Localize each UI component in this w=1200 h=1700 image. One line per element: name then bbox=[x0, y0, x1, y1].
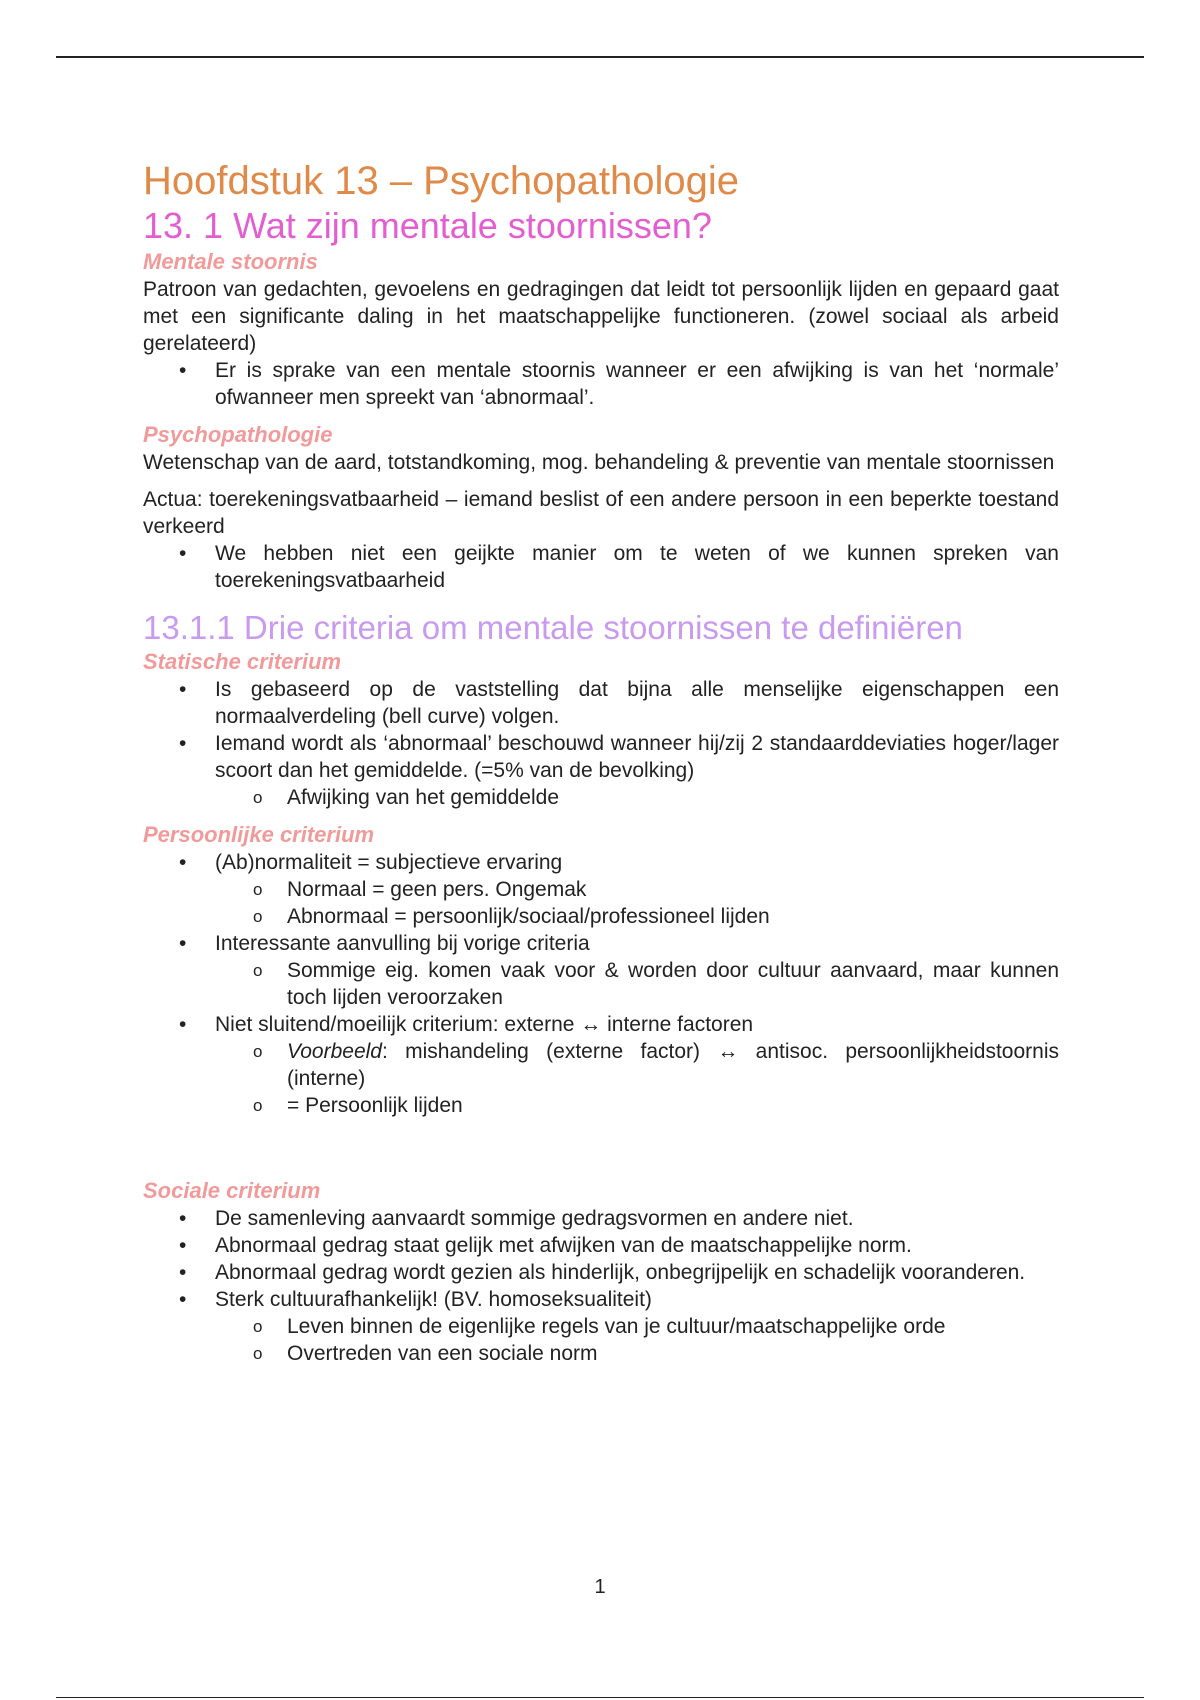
list-item-text: Iemand wordt als ‘abnormaal’ beschouwd wanneer hij/zij 2 standaarddeviaties hoger/lager scoort dan het gemiddelde. (=5% van de bevolking) bbox=[215, 732, 1059, 782]
top-rule bbox=[56, 56, 1144, 58]
list-item bbox=[215, 1011, 1059, 1119]
term-psychopathologie: Psychopathologie bbox=[143, 422, 333, 447]
example-label: Voorbeeld bbox=[287, 1040, 382, 1063]
list-item: • Is gebaseerd op de vaststelling dat bijna alle menselijke eigenschappen een normaalverdeling (bell curve) volgen. bbox=[215, 676, 1059, 730]
sub-list bbox=[215, 784, 1059, 811]
sub-list bbox=[215, 957, 1059, 1011]
term-statische-criterium: Statische criterium bbox=[143, 649, 342, 674]
bullet-list bbox=[143, 1205, 1059, 1367]
list-item: • Abnormaal gedrag staat gelijk met afwijken van de maatschappelijke norm. bbox=[215, 1232, 1059, 1259]
sub-list-item: o Normaal = geen pers. Ongemak bbox=[287, 876, 1059, 903]
document-page bbox=[143, 158, 1059, 1367]
sub-list-item bbox=[287, 1038, 1059, 1092]
term-persoonlijke-criterium: Persoonlijke criterium bbox=[143, 822, 375, 847]
sub-list bbox=[215, 1313, 1059, 1367]
bullet-list bbox=[143, 357, 1059, 411]
actua-paragraph: Actua: toerekeningsvatbaarheid – iemand beslist of een andere persoon in een beperkte toestand verkeerd bbox=[143, 488, 1059, 538]
bullet-list bbox=[143, 540, 1059, 594]
bullet-list bbox=[143, 849, 1059, 1119]
list-item bbox=[215, 930, 1059, 1011]
list-item: • Abnormaal gedrag wordt gezien als hinderlijk, onbegrijpelijk en schadelijk vooranderen. bbox=[215, 1259, 1059, 1286]
section-title: 13. 1 Wat zijn mentale stoornissen? bbox=[143, 205, 712, 246]
bottom-rule bbox=[56, 1697, 1144, 1698]
sub-list-item: o Afwijking van het gemiddelde bbox=[287, 784, 1059, 811]
sub-list-item: o = Persoonlijk lijden bbox=[287, 1092, 1059, 1119]
subsection-title: 13.1.1 Drie criteria om mentale stoornissen te definiëren bbox=[143, 609, 963, 646]
list-item-text: Interessante aanvulling bij vorige criteria bbox=[215, 932, 590, 955]
sub-list-item: o Overtreden van een sociale norm bbox=[287, 1340, 1059, 1367]
list-item-text: Niet sluitend/moeilijk criterium: externe ↔ interne factoren bbox=[215, 1013, 754, 1036]
sub-list-item: o Abnormaal = persoonlijk/sociaal/professioneel lijden bbox=[287, 903, 1059, 930]
sub-list bbox=[215, 876, 1059, 930]
list-item: • We hebben niet een geijkte manier om te weten of we kunnen spreken van toerekeningsvatbaarheid bbox=[215, 540, 1059, 594]
sub-list-item: o Leven binnen de eigenlijke regels van je cultuur/maatschappelijke orde bbox=[287, 1313, 1059, 1340]
definition-mentale-stoornis: Patroon van gedachten, gevoelens en gedragingen dat leidt tot persoonlijk lijden en gepaard gaat met een significante daling in het maatschappelijke functioneren. (zowel sociaal als arbeid gerelateerd) bbox=[143, 278, 1059, 355]
list-item: • De samenleving aanvaardt sommige gedragsvormen en andere niet. bbox=[215, 1205, 1059, 1232]
term-mentale-stoornis: Mentale stoornis bbox=[143, 249, 318, 274]
bullet-list bbox=[143, 676, 1059, 811]
list-item bbox=[215, 849, 1059, 930]
list-item: • Er is sprake van een mentale stoornis wanneer er een afwijking is van het ‘normale’ ofwanneer men spreekt van ‘abnormaal’. bbox=[215, 357, 1059, 411]
chapter-title: Hoofdstuk 13 – Psychopathologie bbox=[143, 159, 739, 203]
term-sociale-criterium: Sociale criterium bbox=[143, 1178, 321, 1203]
list-item bbox=[215, 730, 1059, 811]
page-number: 1 bbox=[594, 1576, 606, 1598]
example-text: : mishandeling (externe factor) ↔ antisoc. persoonlijkheidstoornis (interne) bbox=[287, 1040, 1059, 1090]
list-item bbox=[215, 1286, 1059, 1367]
sub-list bbox=[215, 1038, 1059, 1119]
sub-list-item: o Sommige eig. komen vaak voor & worden door cultuur aanvaard, maar kunnen toch lijden veroorzaken bbox=[287, 957, 1059, 1011]
list-item-text: (Ab)normaliteit = subjectieve ervaring bbox=[215, 851, 563, 874]
list-item-text: Sterk cultuurafhankelijk! (BV. homoseksualiteit) bbox=[215, 1288, 652, 1311]
definition-psychopathologie: Wetenschap van de aard, totstandkoming, mog. behandeling & preventie van mentale stoornissen bbox=[143, 451, 1055, 474]
